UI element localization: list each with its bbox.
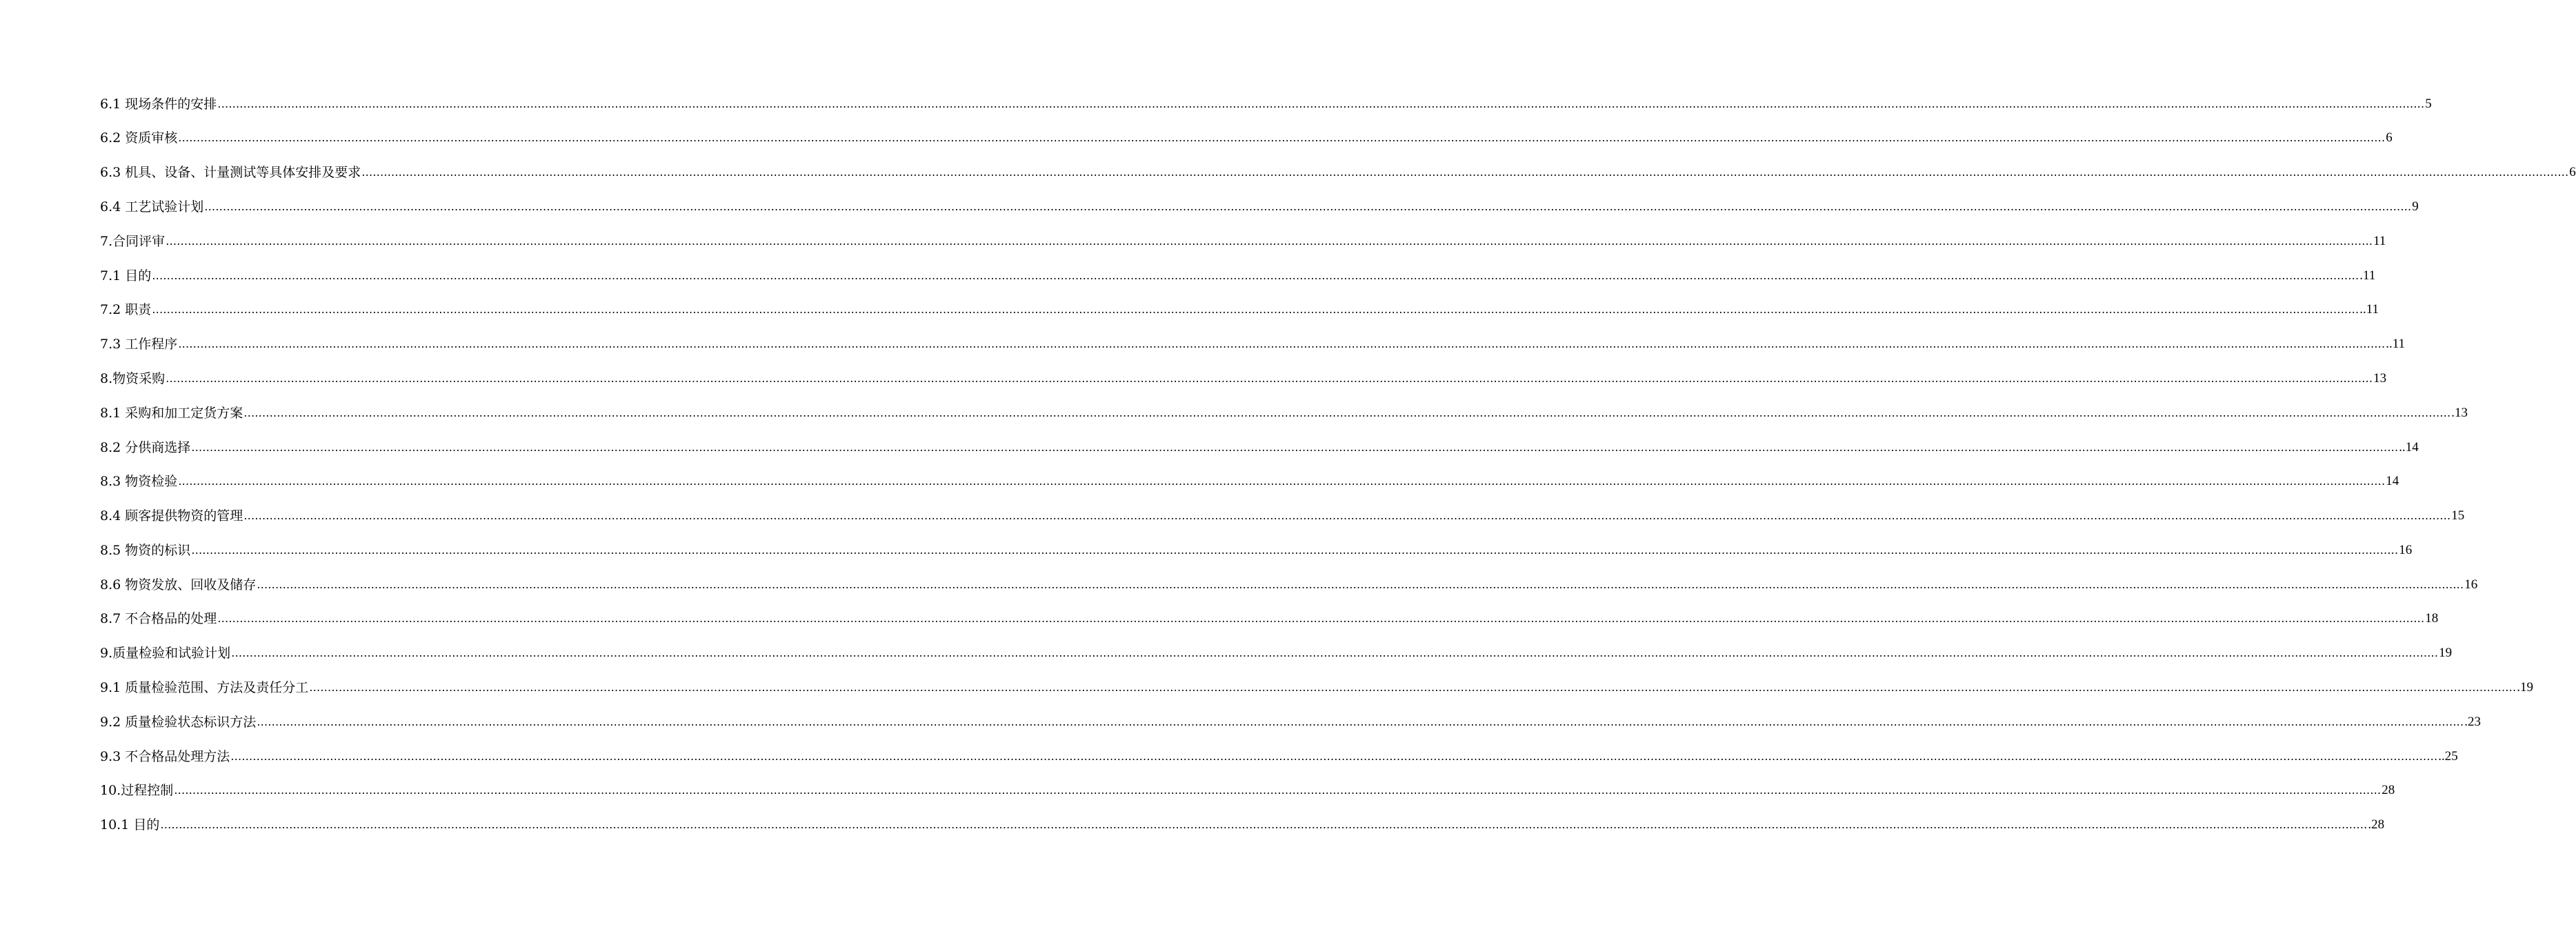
toc-dot-leader: …………………………………………………………………………………………………………………………………………………………………………………………………………………………………………………………………………………………………………………………………………………………………………………………………………………………………………………………………………………………………………………………………………………… — [217, 97, 2425, 110]
toc-entry — [100, 300, 2379, 319]
toc-page-number: .19 — [2517, 680, 2534, 695]
toc-entry — [100, 197, 2419, 217]
toc-page-number: 9 — [2412, 199, 2419, 214]
toc-entry — [100, 163, 2576, 182]
toc-dot-leader: …………………………………………………………………………………………………………………………………………………………………………………………………………………………………………………………………………………………………………………………………………………………………………………………………………………………………………………………………………………………………………………………………………………… — [174, 784, 2382, 797]
toc-page-number: 19 — [2439, 646, 2453, 660]
toc-page-number: 11 — [2373, 234, 2386, 248]
toc-page-number: 6 — [2569, 165, 2576, 179]
toc-page-number: 14 — [2386, 474, 2399, 488]
toc-page-number: 13 — [2373, 371, 2387, 386]
toc-page-number: 16 — [2399, 543, 2413, 557]
toc-dot-leader: …………………………………………………………………………………………………………………………………………………………………………………………………………………………………………………………………………………………………………………………………………………………………………………………………………………………………………………………………………………………………………………………………………………… — [160, 818, 2368, 831]
toc-entry-title: 7.合同评审 — [100, 234, 166, 249]
toc-entry-title: 9.2 质量检验状态标识方法 — [100, 715, 257, 730]
toc-page-number: 15 — [2451, 508, 2465, 523]
toc-page-number: .13 — [2451, 406, 2468, 420]
toc-entry — [100, 609, 2439, 628]
toc-dot-leader: …………………………………………………………………………………………………………………………………………………………………………………………………………………………………………………………………………………………………………………………………………………………………………………………………………………………………………………………………………………………………………………………………………………… — [243, 406, 2451, 419]
toc-entry-title: 6.4 工艺试验计划 — [100, 199, 204, 215]
toc-page-number: .23 — [2464, 715, 2482, 729]
toc-page-number: 16 — [2464, 577, 2478, 592]
toc-dot-leader: …………………………………………………………………………………………………………………………………………………………………………………………………………………………………………………………………………………………………………………………………………………………………………………………………………………………………………………………………………………………………………………………………………………… — [231, 646, 2439, 659]
toc-entry-title: 6.3 机具、设备、计量测试等具体安排及要求 — [100, 165, 361, 180]
toc-dot-leader: …………………………………………………………………………………………………………………………………………………………………………………………………………………………………………………………………………………………………………………………………………………………………………………………………………………………………………………………………………………………………………………………………………………… — [152, 303, 2359, 316]
toc-dot-leader: …………………………………………………………………………………………………………………………………………………………………………………………………………………………………………………………………………………………………………………………………………………………………………………………………………………………………………………………………………………………………………………………………………………… — [178, 337, 2386, 350]
toc-entry-title: 8.4 顾客提供物资的管理 — [100, 508, 243, 524]
toc-dot-leader: …………………………………………………………………………………………………………………………………………………………………………………………………………………………………………………………………………………………………………………………………………………………………………………………………………………………………………………………………………………………………………………………………………………… — [243, 509, 2451, 522]
toc-entry-title: 6.1 现场条件的安排 — [100, 97, 217, 112]
toc-entry — [100, 128, 2393, 148]
toc-page-number: .11 — [2359, 268, 2376, 283]
toc-entry — [100, 747, 2458, 766]
toc-page-number: .28 — [2368, 817, 2385, 832]
toc-dot-leader: …………………………………………………………………………………………………………………………………………………………………………………………………………………………………………………………………………………………………………………………………………………………………………………………………………………………………………………………………………………………………………………………………………………… — [178, 475, 2386, 488]
toc-dot-leader: …………………………………………………………………………………………………………………………………………………………………………………………………………………………………………………………………………………………………………………………………………………………………………………………………………………………………………………………………………………………………………………………………………………… — [257, 715, 2464, 728]
toc-dot-leader: …………………………………………………………………………………………………………………………………………………………………………………………………………………………………………………………………………………………………………………………………………………………………………………………………………………………………………………………………………………………………………………………………………………… — [166, 372, 2373, 385]
toc-entry — [100, 438, 2419, 457]
toc-entry — [100, 575, 2478, 595]
toc-entry-title: 8.物资采购 — [100, 371, 166, 386]
toc-entry — [100, 335, 2406, 354]
toc-page-number: ..11 — [2359, 302, 2379, 317]
toc-entry-title: 8.1 采购和加工定货方案 — [100, 406, 243, 421]
toc-entry-title: 9.质量检验和试验计划 — [100, 646, 231, 661]
toc-entry — [100, 94, 2432, 114]
toc-entry-title: 9.3 不合格品处理方法 — [100, 749, 230, 764]
toc-entry — [100, 472, 2399, 491]
toc-entry-title: 8.6 物资发放、回收及储存 — [100, 577, 257, 592]
toc-entry-title: 8.2 分供商选择 — [100, 440, 191, 455]
toc-entry — [100, 644, 2453, 663]
toc-entry-title: 9.1 质量检验范围、方法及责任分工 — [100, 680, 309, 695]
toc-entry — [100, 266, 2376, 286]
toc-dot-leader: …………………………………………………………………………………………………………………………………………………………………………………………………………………………………………………………………………………………………………………………………………………………………………………………………………………………………………………………………………………………………………………………………………………… — [178, 131, 2386, 144]
toc-entry-title: 7.3 工作程序 — [100, 337, 178, 352]
toc-entry — [100, 232, 2386, 251]
toc-entry-title: 8.7 不合格品的处理 — [100, 611, 217, 626]
toc-entry — [100, 815, 2385, 835]
toc-entry-title: 10.1 目的 — [100, 817, 160, 833]
toc-entry-title: 7.1 目的 — [100, 268, 152, 283]
toc-page-number: 28 — [2382, 783, 2395, 797]
toc-page-number: 18 — [2425, 611, 2439, 626]
toc-entry — [100, 506, 2465, 526]
toc-entry — [100, 678, 2534, 697]
toc-dot-leader: …………………………………………………………………………………………………………………………………………………………………………………………………………………………………………………………………………………………………………………………………………………………………………………………………………………………………………………………………………………………………………………………………………………… — [217, 612, 2425, 625]
toc-dot-leader: …………………………………………………………………………………………………………………………………………………………………………………………………………………………………………………………………………………………………………………………………………………………………………………………………………………………………………………………………………………………………………………………………………………… — [309, 681, 2517, 694]
toc-dot-leader: …………………………………………………………………………………………………………………………………………………………………………………………………………………………………………………………………………………………………………………………………………………………………………………………………………………………………………………………………………………………………………………………………………………… — [230, 750, 2438, 763]
toc-entry — [100, 541, 2413, 560]
toc-page-number: 6 — [2386, 130, 2393, 145]
toc-entry — [100, 781, 2395, 800]
toc-page-number: ..14 — [2399, 440, 2419, 455]
toc-entry — [100, 403, 2468, 423]
toc-dot-leader: …………………………………………………………………………………………………………………………………………………………………………………………………………………………………………………………………………………………………………………………………………………………………………………………………………………………………………………………………………………………………………………………………………………… — [191, 544, 2399, 557]
toc-page-number: ..25 — [2438, 749, 2458, 764]
toc-dot-leader: …………………………………………………………………………………………………………………………………………………………………………………………………………………………………………………………………………………………………………………………………………………………………………………………………………………………………………………………………………………………………………………………………………………… — [204, 200, 2412, 213]
toc-entry-title: 8.3 物资检验 — [100, 474, 178, 489]
toc-entry-title: 8.5 物资的标识 — [100, 543, 191, 558]
toc-dot-leader: …………………………………………………………………………………………………………………………………………………………………………………………………………………………………………………………………………………………………………………………………………………………………………………………………………………………………………………………………………………………………………………………………………………… — [191, 441, 2399, 454]
toc-dot-leader: …………………………………………………………………………………………………………………………………………………………………………………………………………………………………………………………………………………………………………………………………………………………………………………………………………………………………………………………………………………………………………………………………………………… — [152, 269, 2359, 282]
toc-page-number: ..11 — [2386, 337, 2406, 351]
toc-dot-leader: …………………………………………………………………………………………………………………………………………………………………………………………………………………………………………………………………………………………………………………………………………………………………………………………………………………………………………………………………………………………………………………………………………………… — [257, 578, 2464, 591]
toc-entry-title: 7.2 职责 — [100, 302, 152, 317]
toc-entry — [100, 369, 2387, 388]
toc-page-number: 5 — [2425, 97, 2432, 111]
toc-entry-title: 6.2 资质审核 — [100, 130, 178, 146]
toc-entry — [100, 712, 2482, 732]
toc-entry-title: 10.过程控制 — [100, 783, 174, 798]
toc-dot-leader: …………………………………………………………………………………………………………………………………………………………………………………………………………………………………………………………………………………………………………………………………………………………………………………………………………………………………………………………………………………………………………………………………………………… — [361, 166, 2569, 179]
toc-dot-leader: …………………………………………………………………………………………………………………………………………………………………………………………………………………………………………………………………………………………………………………………………………………………………………………………………………………………………………………………………………………………………………………………………………………… — [166, 235, 2373, 248]
